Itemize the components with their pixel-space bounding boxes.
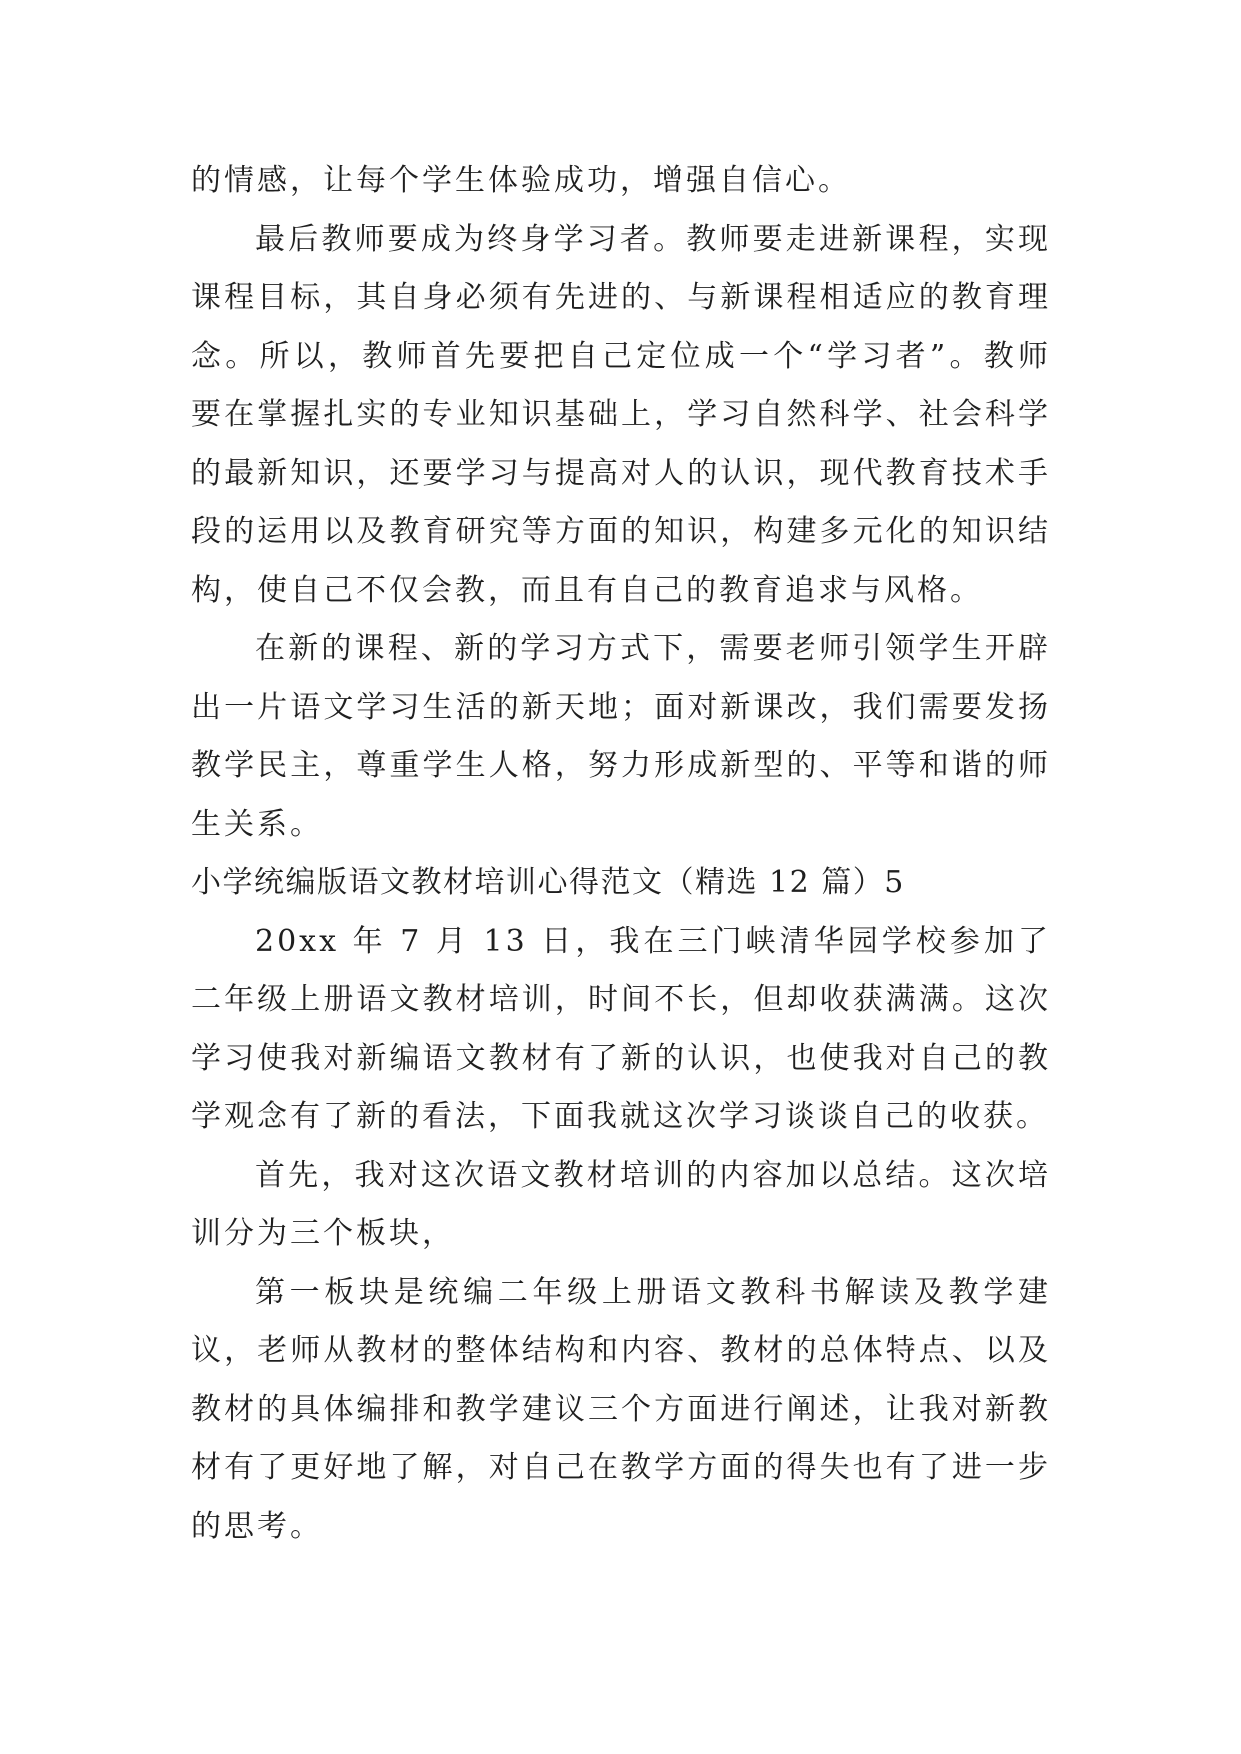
paragraph-6: 第一板块是统编二年级上册语文教科书解读及教学建议，老师从教材的整体结构和内容、教材的总体特点、以及教材的具体编排和教学建议三个方面进行阐述，让我对新教材有了更好地了解，对自己在教学方面的得失也有了进一步的思考。: [191, 1274, 1051, 1544]
paragraph-2: 最后教师要成为终身学习者。教师要走进新课程，实现课程目标，其自身必须有先进的、与新课程相适应的教育理念。所以，教师首先要把自己定位成一个“学习者”。教师要在掌握扎实的专业知识基础上，学习自然科学、社会科学的最新知识，还要学习与提高对人的认识，现代教育技术手段的运用以及教育研究等方面的知识，构建多元化的知识结构，使自己不仅会教，而且有自己的教育追求与风格。: [191, 221, 1051, 608]
paragraph-3: 在新的课程、新的学习方式下，需要老师引领学生开辟出一片语文学习生活的新天地；面对新课改，我们需要发扬教学民主，尊重学生人格，努力形成新型的、平等和谐的师生关系。: [191, 631, 1051, 842]
paragraph-1: 的情感，让每个学生体验成功，增强自信心。: [191, 163, 851, 198]
paragraph-5: 首先，我对这次语文教材培训的内容加以总结。这次培训分为三个板块，: [191, 1157, 1051, 1251]
section-heading: 小学统编版语文教材培训心得范文（精选 12 篇）5: [191, 865, 905, 900]
paragraph-4: 20xx 年 7 月 13 日，我在三门峡清华园学校参加了二年级上册语文教材培训，时间不长，但却收获满满。这次学习使我对新编语文教材有了新的认识，也使我对自己的教学观念有了新的看法，下面我就这次学习谈谈自己的收获。: [191, 923, 1051, 1134]
document-body: [191, 152, 1051, 1556]
